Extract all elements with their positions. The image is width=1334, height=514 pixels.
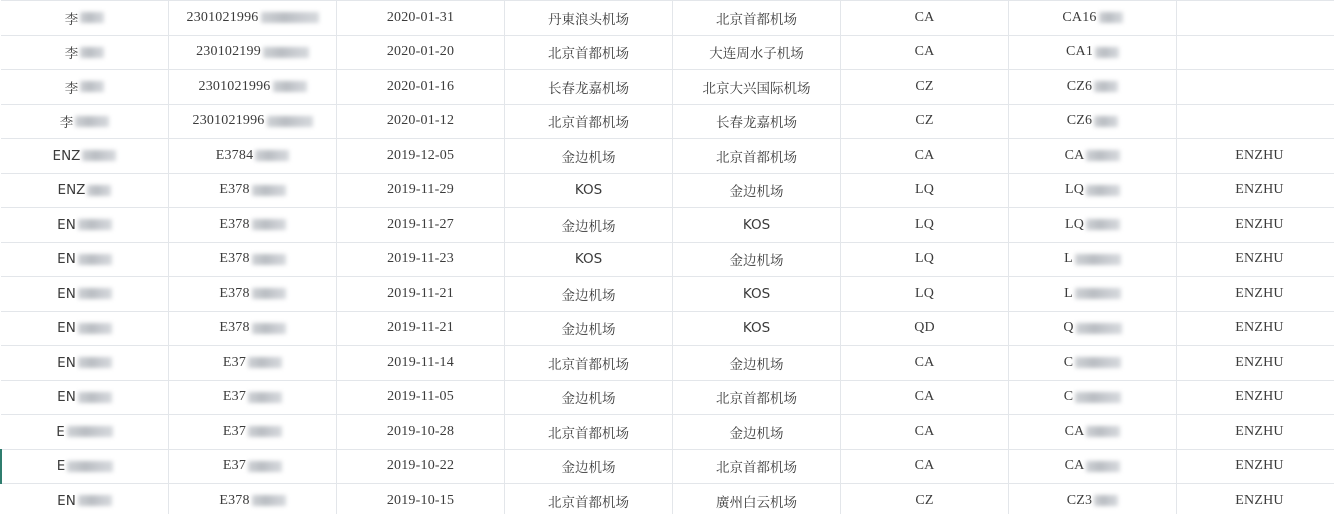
cell-date-text: 2019-10-22 bbox=[386, 458, 455, 474]
cell-date-text: 2020-01-31 bbox=[386, 9, 455, 25]
redacted-block bbox=[263, 47, 309, 58]
cell-airline-code-text: CA bbox=[914, 423, 935, 439]
cell-id-number-text: 2301021996 bbox=[186, 9, 259, 25]
cell-airline-code bbox=[841, 173, 1009, 208]
cell-departure-airport bbox=[505, 139, 673, 174]
cell-id-number bbox=[169, 104, 337, 139]
cell-note bbox=[1177, 1, 1334, 36]
cell-airline-code-text: LQ bbox=[914, 251, 935, 267]
cell-note-text: ENZHU bbox=[1235, 320, 1284, 336]
cell-id-number-text: E37 bbox=[222, 423, 247, 439]
cell-note-text: ENZHU bbox=[1235, 389, 1284, 405]
cell-arrival-airport-text: KOS bbox=[742, 320, 771, 337]
cell-flight-number bbox=[1009, 104, 1177, 139]
cell-name bbox=[1, 104, 169, 139]
cell-flight-number bbox=[1009, 242, 1177, 277]
cell-note bbox=[1177, 104, 1334, 139]
redacted-block bbox=[255, 150, 289, 161]
cell-flight-number bbox=[1009, 380, 1177, 415]
cell-date-text: 2019-12-05 bbox=[386, 147, 455, 163]
cell-airline-code-text: QD bbox=[914, 320, 935, 336]
cell-date-text: 2019-10-28 bbox=[386, 423, 455, 439]
cell-date-text: 2019-11-21 bbox=[387, 320, 454, 336]
cell-name-text: E bbox=[56, 423, 65, 440]
cell-arrival-airport bbox=[673, 242, 841, 277]
cell-date bbox=[337, 449, 505, 484]
cell-name bbox=[1, 277, 169, 312]
redacted-block bbox=[78, 288, 112, 299]
cell-date bbox=[337, 311, 505, 346]
cell-note bbox=[1177, 484, 1334, 514]
cell-note-text: ENZHU bbox=[1235, 147, 1284, 163]
cell-airline-code bbox=[841, 346, 1009, 381]
cell-id-number-text: 230102199 bbox=[196, 44, 261, 60]
cell-departure-airport bbox=[505, 70, 673, 105]
cell-id-number bbox=[169, 311, 337, 346]
cell-arrival-airport bbox=[673, 380, 841, 415]
table-row[interactable] bbox=[1, 242, 1334, 277]
cell-date bbox=[337, 173, 505, 208]
cell-date-text: 2020-01-20 bbox=[386, 44, 455, 60]
cell-date bbox=[337, 208, 505, 243]
cell-flight-number bbox=[1009, 208, 1177, 243]
redacted-block bbox=[1075, 288, 1121, 299]
cell-arrival-airport bbox=[673, 104, 841, 139]
cell-flight-number bbox=[1009, 415, 1177, 450]
cell-flight-number bbox=[1009, 346, 1177, 381]
cell-name-text: EN bbox=[57, 216, 76, 233]
table-row[interactable] bbox=[1, 380, 1334, 415]
cell-note bbox=[1177, 208, 1334, 243]
table-row[interactable] bbox=[1, 449, 1334, 484]
redacted-block bbox=[67, 426, 113, 437]
cell-date bbox=[337, 104, 505, 139]
cell-name bbox=[1, 242, 169, 277]
cell-note bbox=[1177, 35, 1334, 70]
cell-name-text: ENZ bbox=[57, 182, 86, 199]
cell-date-text: 2019-11-14 bbox=[387, 354, 454, 370]
cell-name-text: ENZ bbox=[52, 147, 81, 164]
redacted-block bbox=[261, 12, 319, 23]
cell-id-number bbox=[169, 139, 337, 174]
cell-name bbox=[1, 35, 169, 70]
cell-airline-code bbox=[841, 1, 1009, 36]
cell-id-number-text: 2301021996 bbox=[192, 113, 265, 129]
cell-date-text: 2019-11-27 bbox=[387, 216, 454, 232]
redacted-block bbox=[248, 392, 282, 403]
cell-name bbox=[1, 449, 169, 484]
cell-flight-number bbox=[1009, 139, 1177, 174]
cell-arrival-airport bbox=[673, 311, 841, 346]
redacted-block bbox=[267, 116, 313, 127]
cell-airline-code-text: LQ bbox=[914, 216, 935, 232]
cell-airline-code-text: CZ bbox=[915, 78, 934, 94]
cell-departure-airport bbox=[505, 415, 673, 450]
cell-date-text: 2019-10-15 bbox=[386, 492, 455, 508]
cell-departure-airport bbox=[505, 104, 673, 139]
cell-flight-number-text: CA bbox=[1064, 423, 1085, 439]
cell-id-number-text: E378 bbox=[219, 285, 250, 301]
cell-airline-code bbox=[841, 415, 1009, 450]
cell-departure-airport bbox=[505, 1, 673, 36]
cell-name-text: 李 bbox=[64, 11, 79, 28]
cell-arrival-airport-text: 北京大兴国际机场 bbox=[702, 80, 811, 97]
redacted-block bbox=[1086, 426, 1120, 437]
cell-airline-code-text: CA bbox=[914, 44, 935, 60]
cell-name-text: 李 bbox=[59, 115, 74, 132]
cell-arrival-airport bbox=[673, 277, 841, 312]
cell-flight-number bbox=[1009, 277, 1177, 312]
cell-id-number bbox=[169, 35, 337, 70]
cell-arrival-airport-text: 大连周水子机场 bbox=[709, 46, 804, 63]
cell-flight-number-text: CA16 bbox=[1062, 9, 1097, 25]
redacted-block bbox=[1094, 495, 1118, 506]
cell-airline-code bbox=[841, 242, 1009, 277]
cell-name bbox=[1, 484, 169, 514]
cell-flight-number bbox=[1009, 311, 1177, 346]
cell-note bbox=[1177, 449, 1334, 484]
cell-flight-number-text: C bbox=[1063, 354, 1074, 370]
cell-name-text: EN bbox=[57, 285, 76, 302]
cell-arrival-airport-text: KOS bbox=[742, 216, 771, 233]
cell-departure-airport bbox=[505, 311, 673, 346]
cell-departure-airport bbox=[505, 277, 673, 312]
redacted-block bbox=[252, 495, 286, 506]
cell-id-number-text: E37 bbox=[222, 389, 247, 405]
cell-arrival-airport-text: 金边机场 bbox=[729, 356, 784, 373]
cell-airline-code-text: CA bbox=[914, 9, 935, 25]
cell-departure-airport-text: KOS bbox=[574, 182, 603, 199]
redacted-block bbox=[252, 323, 286, 334]
cell-departure-airport-text: 北京首都机场 bbox=[548, 494, 629, 511]
redacted-block bbox=[78, 254, 112, 265]
cell-arrival-airport-text: 廣州白云机场 bbox=[716, 494, 797, 511]
cell-flight-number bbox=[1009, 484, 1177, 514]
cell-arrival-airport-text: 北京首都机场 bbox=[716, 11, 797, 28]
cell-arrival-airport-text: 北京首都机场 bbox=[716, 460, 797, 477]
cell-airline-code-text: CZ bbox=[915, 113, 934, 129]
cell-note-text: ENZHU bbox=[1235, 492, 1284, 508]
cell-departure-airport-text: 金边机场 bbox=[561, 391, 616, 408]
redacted-block bbox=[248, 357, 282, 368]
cell-note-text: ENZHU bbox=[1235, 423, 1284, 439]
cell-date bbox=[337, 70, 505, 105]
cell-date bbox=[337, 139, 505, 174]
cell-note-text: ENZHU bbox=[1235, 458, 1284, 474]
cell-departure-airport-text: 金边机场 bbox=[561, 460, 616, 477]
cell-date bbox=[337, 346, 505, 381]
cell-departure-airport bbox=[505, 346, 673, 381]
cell-airline-code bbox=[841, 104, 1009, 139]
table-row[interactable] bbox=[1, 139, 1334, 174]
cell-airline-code bbox=[841, 277, 1009, 312]
redacted-block bbox=[78, 392, 112, 403]
cell-date-text: 2019-11-23 bbox=[387, 251, 454, 267]
cell-id-number bbox=[169, 70, 337, 105]
cell-date bbox=[337, 484, 505, 514]
cell-id-number-text: E378 bbox=[219, 216, 250, 232]
redacted-block bbox=[78, 495, 112, 506]
cell-name-text: EN bbox=[57, 492, 76, 509]
cell-departure-airport bbox=[505, 484, 673, 514]
cell-flight-number bbox=[1009, 35, 1177, 70]
cell-name-text: EN bbox=[57, 389, 76, 406]
redacted-block bbox=[252, 219, 286, 230]
cell-note bbox=[1177, 173, 1334, 208]
cell-note-text: ENZHU bbox=[1235, 216, 1284, 232]
cell-note bbox=[1177, 311, 1334, 346]
cell-date bbox=[337, 242, 505, 277]
cell-flight-number-text: CZ3 bbox=[1066, 492, 1093, 508]
cell-departure-airport-text: 北京首都机场 bbox=[548, 356, 629, 373]
cell-flight-number bbox=[1009, 70, 1177, 105]
table-row[interactable] bbox=[1, 208, 1334, 243]
cell-flight-number-text: CZ6 bbox=[1066, 78, 1093, 94]
cell-airline-code bbox=[841, 35, 1009, 70]
cell-arrival-airport-text: 北京首都机场 bbox=[716, 149, 797, 166]
redacted-block bbox=[1076, 323, 1122, 334]
cell-flight-number-text: CA bbox=[1064, 147, 1085, 163]
redacted-block bbox=[252, 254, 286, 265]
redacted-block bbox=[1086, 150, 1120, 161]
redacted-block bbox=[1086, 185, 1120, 196]
cell-arrival-airport-text: 长春龙嘉机场 bbox=[716, 115, 797, 132]
cell-id-number-text: E378 bbox=[219, 492, 250, 508]
redacted-block bbox=[248, 426, 282, 437]
redacted-block bbox=[1094, 81, 1118, 92]
cell-id-number-text: E378 bbox=[219, 251, 250, 267]
cell-name bbox=[1, 1, 169, 36]
table-row[interactable] bbox=[1, 173, 1334, 208]
cell-name bbox=[1, 70, 169, 105]
cell-departure-airport-text: 金边机场 bbox=[561, 218, 616, 235]
cell-id-number bbox=[169, 380, 337, 415]
cell-departure-airport-text: 丹東浪头机场 bbox=[548, 11, 629, 28]
cell-date bbox=[337, 35, 505, 70]
cell-name bbox=[1, 208, 169, 243]
cell-airline-code-text: CA bbox=[914, 354, 935, 370]
cell-id-number bbox=[169, 173, 337, 208]
redacted-block bbox=[252, 288, 286, 299]
cell-departure-airport-text: 北京首都机场 bbox=[548, 115, 629, 132]
cell-arrival-airport bbox=[673, 70, 841, 105]
cell-name-text: EN bbox=[57, 251, 76, 268]
cell-name-text: E bbox=[56, 458, 66, 475]
cell-departure-airport-text: 北京首都机场 bbox=[548, 46, 629, 63]
cell-date-text: 2019-11-29 bbox=[387, 182, 454, 198]
cell-id-number bbox=[169, 484, 337, 514]
cell-airline-code bbox=[841, 208, 1009, 243]
cell-arrival-airport bbox=[673, 35, 841, 70]
redacted-block bbox=[1075, 392, 1121, 403]
cell-id-number bbox=[169, 242, 337, 277]
cell-airline-code-text: LQ bbox=[914, 182, 935, 198]
table-row[interactable] bbox=[1, 104, 1334, 139]
cell-flight-number-text: C bbox=[1063, 389, 1074, 405]
cell-arrival-airport bbox=[673, 346, 841, 381]
cell-arrival-airport-text: 金边机场 bbox=[729, 253, 784, 270]
redacted-block bbox=[80, 12, 104, 23]
cell-flight-number-text: L bbox=[1064, 285, 1073, 301]
table-row[interactable] bbox=[1, 484, 1334, 514]
cell-airline-code-text: CA bbox=[914, 389, 935, 405]
cell-id-number-text: E3784 bbox=[215, 147, 254, 163]
redacted-block bbox=[78, 357, 112, 368]
cell-departure-airport-text: 金边机场 bbox=[561, 322, 616, 339]
cell-departure-airport bbox=[505, 173, 673, 208]
table-body bbox=[1, 1, 1334, 514]
cell-id-number-text: E378 bbox=[219, 182, 250, 198]
cell-note bbox=[1177, 415, 1334, 450]
cell-airline-code-text: CA bbox=[914, 147, 935, 163]
cell-departure-airport-text: 金边机场 bbox=[561, 149, 616, 166]
cell-arrival-airport bbox=[673, 208, 841, 243]
cell-airline-code-text: CA bbox=[914, 458, 935, 474]
cell-arrival-airport bbox=[673, 1, 841, 36]
redacted-block bbox=[1094, 116, 1118, 127]
table-row[interactable] bbox=[1, 70, 1334, 105]
cell-id-number-text: E37 bbox=[222, 354, 247, 370]
cell-date-text: 2020-01-12 bbox=[386, 113, 455, 129]
cell-id-number bbox=[169, 1, 337, 36]
cell-arrival-airport bbox=[673, 415, 841, 450]
cell-arrival-airport bbox=[673, 139, 841, 174]
redacted-block bbox=[1095, 47, 1119, 58]
cell-date-text: 2019-11-05 bbox=[387, 389, 454, 405]
cell-note bbox=[1177, 380, 1334, 415]
cell-note-text: ENZHU bbox=[1235, 285, 1284, 301]
redacted-block bbox=[1099, 12, 1123, 23]
table-row[interactable] bbox=[1, 277, 1334, 312]
redacted-block bbox=[67, 461, 113, 472]
cell-departure-airport-text: 长春龙嘉机场 bbox=[548, 80, 629, 97]
cell-departure-airport bbox=[505, 35, 673, 70]
cell-id-number-text: E378 bbox=[219, 320, 250, 336]
cell-airline-code bbox=[841, 449, 1009, 484]
cell-date bbox=[337, 415, 505, 450]
cell-arrival-airport-text: 北京首都机场 bbox=[716, 391, 797, 408]
cell-flight-number-text: CA1 bbox=[1065, 44, 1094, 60]
redacted-block bbox=[75, 116, 109, 127]
cell-date bbox=[337, 380, 505, 415]
cell-airline-code bbox=[841, 70, 1009, 105]
cell-flight-number-text: LQ bbox=[1064, 216, 1085, 232]
cell-name bbox=[1, 139, 169, 174]
cell-arrival-airport-text: 金边机场 bbox=[729, 425, 784, 442]
cell-flight-number bbox=[1009, 173, 1177, 208]
cell-name-text: EN bbox=[57, 320, 76, 337]
cell-departure-airport bbox=[505, 449, 673, 484]
cell-name bbox=[1, 415, 169, 450]
cell-flight-number bbox=[1009, 1, 1177, 36]
cell-note bbox=[1177, 70, 1334, 105]
cell-id-number-text: 2301021996 bbox=[198, 78, 271, 94]
cell-departure-airport bbox=[505, 242, 673, 277]
cell-note-text: ENZHU bbox=[1235, 251, 1284, 267]
redacted-block bbox=[80, 47, 104, 58]
cell-note bbox=[1177, 139, 1334, 174]
table-row[interactable] bbox=[1, 346, 1334, 381]
cell-flight-number-text: CZ6 bbox=[1066, 113, 1093, 129]
redacted-block bbox=[78, 219, 112, 230]
cell-name-text: EN bbox=[57, 354, 76, 371]
cell-id-number bbox=[169, 277, 337, 312]
redacted-block bbox=[1086, 219, 1120, 230]
cell-note-text: ENZHU bbox=[1235, 182, 1284, 198]
cell-departure-airport-text: 北京首都机场 bbox=[548, 425, 629, 442]
cell-id-number-text: E37 bbox=[222, 458, 247, 474]
cell-departure-airport bbox=[505, 208, 673, 243]
table-row[interactable] bbox=[1, 35, 1334, 70]
cell-arrival-airport bbox=[673, 173, 841, 208]
redacted-block bbox=[80, 81, 104, 92]
cell-departure-airport-text: KOS bbox=[574, 251, 603, 268]
cell-flight-number-text: L bbox=[1064, 251, 1073, 267]
cell-airline-code-text: LQ bbox=[914, 285, 935, 301]
cell-name bbox=[1, 173, 169, 208]
cell-note bbox=[1177, 277, 1334, 312]
cell-airline-code bbox=[841, 484, 1009, 514]
redacted-block bbox=[82, 150, 116, 161]
cell-id-number bbox=[169, 208, 337, 243]
redacted-block bbox=[1075, 357, 1121, 368]
redacted-block bbox=[78, 323, 112, 334]
cell-airline-code bbox=[841, 311, 1009, 346]
cell-name bbox=[1, 380, 169, 415]
cell-flight-number-text: Q bbox=[1063, 320, 1074, 336]
table-row[interactable] bbox=[1, 311, 1334, 346]
redacted-block bbox=[1086, 461, 1120, 472]
cell-arrival-airport bbox=[673, 449, 841, 484]
cell-departure-airport-text: 金边机场 bbox=[561, 287, 616, 304]
cell-date-text: 2019-11-21 bbox=[387, 285, 454, 301]
cell-flight-number-text: CA bbox=[1064, 458, 1085, 474]
cell-name-text: 李 bbox=[64, 46, 79, 63]
redacted-block bbox=[273, 81, 307, 92]
redacted-block bbox=[87, 185, 111, 196]
cell-note-text: ENZHU bbox=[1235, 354, 1284, 370]
cell-arrival-airport-text: KOS bbox=[742, 285, 771, 302]
cell-airline-code bbox=[841, 380, 1009, 415]
cell-airline-code-text: CZ bbox=[915, 492, 934, 508]
cell-id-number bbox=[169, 449, 337, 484]
cell-date-text: 2020-01-16 bbox=[386, 78, 455, 94]
cell-id-number bbox=[169, 346, 337, 381]
cell-flight-number-text: LQ bbox=[1064, 182, 1085, 198]
cell-name-text: 李 bbox=[64, 80, 79, 97]
cell-flight-number bbox=[1009, 449, 1177, 484]
cell-id-number bbox=[169, 415, 337, 450]
cell-airline-code bbox=[841, 139, 1009, 174]
cell-name bbox=[1, 311, 169, 346]
cell-arrival-airport-text: 金边机场 bbox=[729, 184, 784, 201]
redacted-block bbox=[248, 461, 282, 472]
cell-date bbox=[337, 277, 505, 312]
cell-arrival-airport bbox=[673, 484, 841, 514]
cell-note bbox=[1177, 242, 1334, 277]
cell-name bbox=[1, 346, 169, 381]
cell-date bbox=[337, 1, 505, 36]
redacted-block bbox=[1075, 254, 1121, 265]
table-row[interactable] bbox=[1, 415, 1334, 450]
cell-departure-airport bbox=[505, 380, 673, 415]
table-row[interactable] bbox=[1, 1, 1334, 36]
redacted-block bbox=[252, 185, 286, 196]
cell-note bbox=[1177, 346, 1334, 381]
